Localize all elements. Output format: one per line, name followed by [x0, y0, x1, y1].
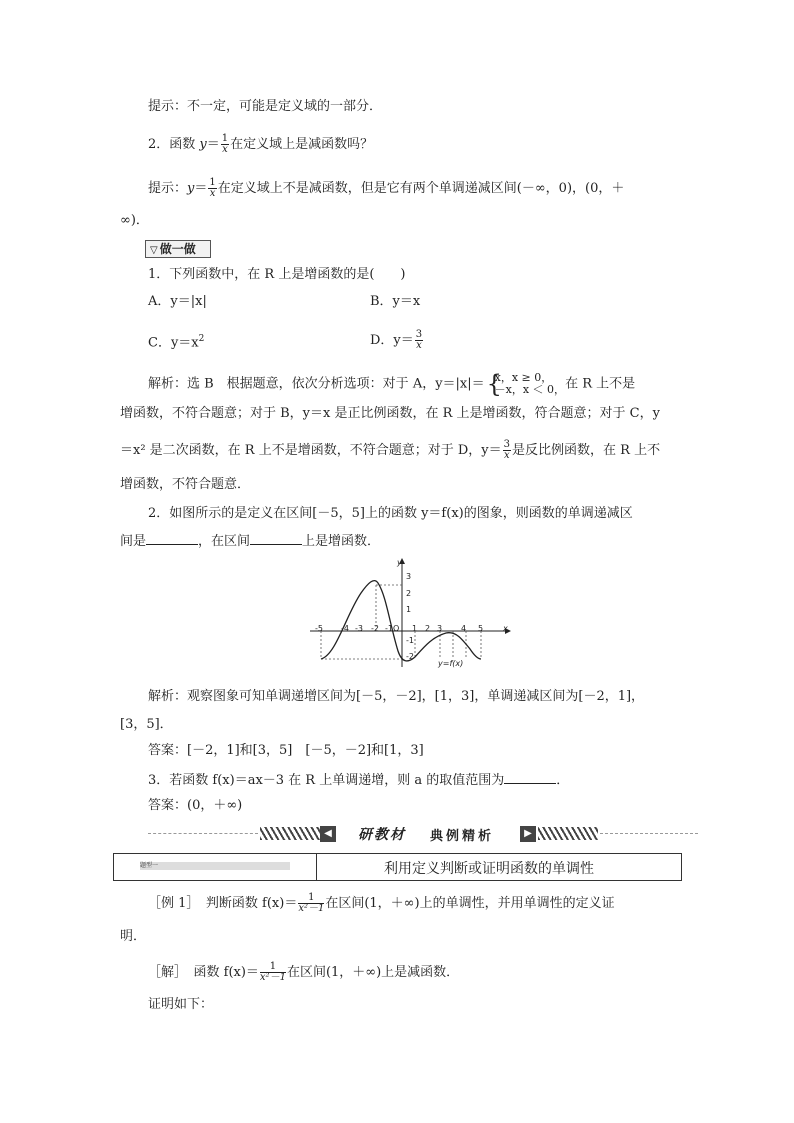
x-tick-label: x	[503, 624, 508, 633]
topic-label: 题型一	[140, 862, 290, 870]
y-tick-label: 3	[406, 572, 412, 581]
hint2-y: y	[187, 181, 195, 196]
hatch-right	[538, 827, 598, 840]
example-1-post: 在区间(1，＋∞)上的单调性，并用单调性的定义证	[325, 896, 615, 911]
hint2-prefix: 提示：	[148, 181, 188, 196]
q2-den: x	[222, 144, 228, 155]
option-d-den: x	[416, 340, 422, 351]
hint-2	[148, 178, 624, 199]
hint2-eq: ＝	[194, 181, 208, 196]
ex2-solution-2: [3，5]．	[120, 717, 173, 732]
analysis-1-post: 在 R 上不是	[565, 376, 636, 392]
q2-suffix: 在定义域上是减函数吗？	[230, 137, 374, 152]
ex3-question	[148, 771, 569, 790]
solution-post: 在区间(1，＋∞)上是减函数．	[286, 965, 460, 980]
brace-icon: {	[486, 370, 502, 398]
y-tick-label: y	[397, 558, 402, 567]
do-it-tag	[145, 240, 211, 258]
case-2: －x，x ＜ 0，	[494, 383, 566, 396]
x-tick-label: 4	[461, 624, 467, 633]
analysis-line-2: 增函数，不符合题意；对于 B，y＝x 是正比例函数，在 R 上是增函数，符合题意；对于 C，y	[120, 406, 660, 421]
section-subtitle: 典例精析	[430, 829, 495, 844]
option-a: A．y＝|x|	[148, 294, 207, 309]
option-d-text: D．y＝	[370, 333, 414, 348]
x-tick-label: 3	[437, 624, 443, 633]
ex1-question: 1．下列函数中，在 R 上是增函数的是( )	[148, 267, 406, 282]
arrow-right-icon: ▶	[520, 826, 536, 842]
ex2-q2-c: 上是增函数．	[302, 534, 381, 549]
q2-num: 1	[221, 133, 229, 144]
hint-2-cont: ∞)．	[120, 213, 149, 228]
example-1-den: x²－1	[298, 903, 325, 914]
example-1-pre: ［例 1］ 判断函数 f(x)＝	[148, 896, 298, 911]
blank-3	[504, 771, 556, 784]
example-1-cont: 明．	[120, 929, 147, 944]
x-tick-label: 5	[478, 624, 484, 633]
q2-prefix: 2．函数	[148, 137, 200, 152]
x-tick-label: -4	[341, 624, 349, 633]
x-tick-label: 2	[425, 624, 431, 633]
function-graph	[306, 555, 518, 675]
solution-den: x²－1	[259, 972, 286, 983]
y-tick-label: 2	[406, 589, 412, 598]
ex2-solution-1: 解析：观察图象可知单调递增区间为[－5，－2]，[1，3]，单调递减区间为[－2，1]，	[148, 689, 645, 704]
hatch-left	[260, 827, 320, 840]
analysis-line-4: 增函数，不符合题意．	[120, 477, 251, 492]
q2-eq: ＝	[206, 137, 220, 152]
dashed-guides	[321, 585, 484, 659]
chevron-down-icon: ▽	[150, 245, 158, 256]
example-1-fraction	[298, 893, 324, 914]
section-banner	[148, 823, 698, 845]
y-tick-label: -1	[406, 636, 414, 645]
topic-box	[113, 853, 682, 881]
solution-pre: ［解］ 函数 f(x)＝	[148, 965, 259, 980]
ex3-q-post: ．	[556, 773, 570, 788]
ex2-question-2	[120, 532, 380, 551]
x-tick-label: -3	[355, 624, 363, 633]
example-1-num: 1	[298, 893, 324, 904]
divider-left	[148, 833, 258, 834]
option-d-fraction	[415, 330, 423, 351]
question-2	[148, 134, 373, 155]
option-c	[148, 330, 204, 352]
option-c-sup: 2	[198, 334, 205, 344]
topic-label-cell	[114, 854, 317, 880]
ex2-question-1: 2．如图所示的是定义在区间[－5，5]上的函数 y＝f(x)的图象，则函数的单调递减区	[148, 506, 633, 521]
option-b: B．y＝x	[370, 294, 421, 309]
example-1	[148, 893, 615, 914]
y-tick-labels	[396, 558, 414, 661]
ex2-q2-a: 间是	[120, 534, 147, 549]
analysis-3-post: 是反比例函数，在 R 上不	[512, 443, 661, 458]
analysis-3-num: 3	[503, 439, 511, 450]
curve-label: y=f(x)	[438, 659, 464, 668]
option-d	[370, 330, 424, 351]
y-tick-label: 1	[406, 605, 412, 614]
arrow-left-icon: ◀	[320, 826, 336, 842]
solution-num: 1	[260, 962, 286, 973]
x-tick-label: O	[393, 624, 400, 633]
analysis-line-3	[120, 440, 660, 461]
x-tick-label: 1	[412, 624, 418, 633]
blank-1	[146, 532, 198, 545]
piecewise	[486, 370, 566, 398]
hint-line-1: 提示：不一定，可能是定义域的一部分．	[148, 99, 383, 114]
y-tick-label: -2	[406, 652, 414, 661]
analysis-3-pre: ＝x² 是二次函数，在 R 上不是增函数，不符合题意；对于 D，y＝	[120, 443, 502, 458]
ex2-answer: 答案：[－2，1]和[3，5] [－5，－2]和[1，3]	[148, 743, 424, 758]
proof-line: 证明如下：	[148, 997, 214, 1012]
ex3-q-pre: 3．若函数 f(x)＝ax－3 在 R 上单调递增，则 a 的取值范围为	[148, 773, 505, 788]
analysis-3-fraction	[503, 440, 511, 461]
hint2-fraction	[208, 178, 216, 199]
hint2-num: 1	[209, 177, 216, 188]
q2-fraction	[221, 134, 229, 155]
solution-fraction	[260, 962, 286, 983]
x-tick-label: -5	[315, 624, 323, 633]
divider-right	[600, 833, 698, 834]
blank-2	[250, 532, 302, 545]
hint2-suffix: 在定义域上不是减函数，但是它有两个单调递减区间(－∞，0)，(0，＋	[217, 181, 625, 196]
option-c-text: C．y＝x	[148, 335, 199, 351]
x-tick-label: -2	[371, 624, 379, 633]
analysis-1-pre: 解析：选 B 根据题意，依次分析选项：对于 A，y＝|x|＝	[148, 376, 485, 392]
q2-y: y	[199, 137, 207, 152]
analysis-line-1	[148, 372, 635, 396]
solution-line	[148, 962, 459, 983]
option-d-num: 3	[415, 329, 423, 340]
tag-label: 做一做	[159, 242, 196, 256]
topic-title: 利用定义判断或证明函数的单调性	[384, 861, 594, 877]
analysis-3-den: x	[504, 450, 510, 461]
hint2-den: x	[209, 188, 216, 199]
x-tick-label: -1	[385, 624, 393, 633]
case-1: x，x ≥ 0，	[494, 371, 553, 384]
section-title: 研教材	[358, 827, 406, 843]
function-curve	[321, 581, 484, 661]
x-tick-labels	[315, 624, 508, 633]
ex3-answer: 答案：(0，＋∞)	[148, 798, 243, 813]
ex2-q2-b: ，在区间	[198, 534, 251, 549]
